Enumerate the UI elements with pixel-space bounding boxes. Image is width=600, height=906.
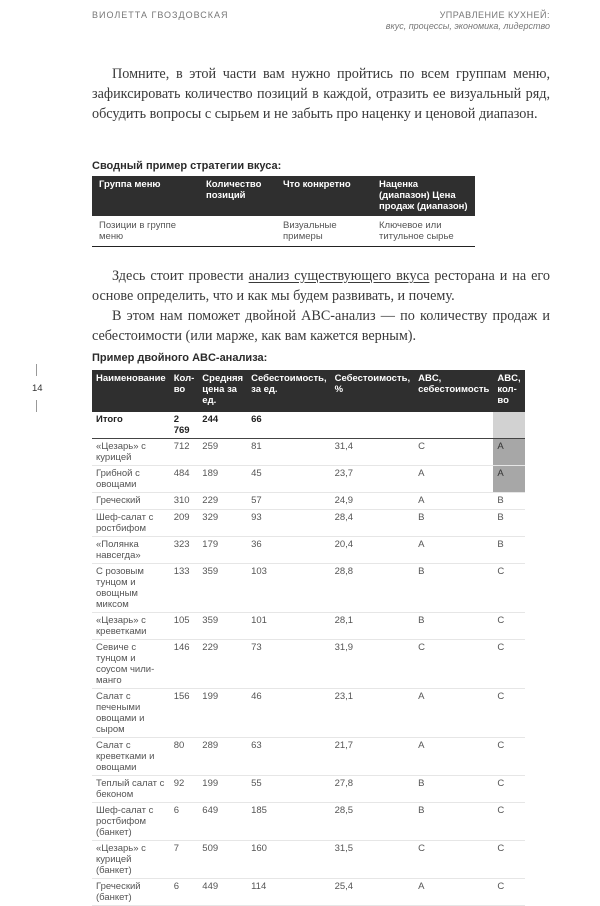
table-cell: 23,1 (331, 689, 415, 738)
table-cell: А (414, 466, 493, 493)
col-header: Наименование (92, 370, 170, 412)
table-cell: 36 (247, 537, 331, 564)
table-cell: 199 (198, 689, 247, 738)
table-cell: С (493, 613, 524, 640)
table-cell: 31,5 (331, 841, 415, 879)
table-row (92, 803, 525, 841)
table-cell: 21,7 (331, 738, 415, 776)
table-cell: 28,4 (331, 510, 415, 537)
table-cell: А (493, 439, 524, 466)
table-cell (331, 412, 415, 439)
col-header: Себестоимость, % (331, 370, 415, 412)
table-row (92, 510, 525, 537)
section-title-strategy: Сводный пример стратегии вкуса: (92, 160, 282, 172)
table-cell: 28,8 (331, 564, 415, 613)
table-row (92, 564, 525, 613)
table-cell: Греческий (92, 493, 170, 510)
table-cell: В (414, 564, 493, 613)
table-cell: В (414, 510, 493, 537)
table-cell: 80 (170, 738, 199, 776)
col-header: Кол-во (170, 370, 199, 412)
paragraph-intro (92, 64, 550, 124)
table-cell: С (493, 803, 524, 841)
table-cell: Итого (92, 412, 170, 439)
abc-table-header (92, 370, 525, 412)
table-cell: 92 (170, 776, 199, 803)
table-cell: 244 (198, 412, 247, 439)
table-cell: 146 (170, 640, 199, 689)
table-cell: 2 769 (170, 412, 199, 439)
table-cell: С розовым тунцом и овощным миксом (92, 564, 170, 613)
table-cell: Салат с креветками и овощами (92, 738, 170, 776)
table-cell: Позиции в группе меню (92, 216, 199, 247)
table-row (92, 879, 525, 906)
table-cell: 649 (198, 803, 247, 841)
table-cell: 45 (247, 466, 331, 493)
table-cell: 310 (170, 493, 199, 510)
book-title: УПРАВЛЕНИЕ КУХНЕЙ: (439, 10, 550, 20)
table-cell: 484 (170, 466, 199, 493)
col-header: Количество позиций (199, 176, 276, 216)
table-cell: 101 (247, 613, 331, 640)
col-header: Наценка (диапазон) Цена продаж (диапазон) (372, 176, 475, 216)
table-cell (414, 412, 493, 439)
table-cell: С (414, 640, 493, 689)
table-cell: 105 (170, 613, 199, 640)
table-cell: С (493, 879, 524, 906)
page-tick-bottom (36, 400, 37, 412)
table-cell: 359 (198, 613, 247, 640)
table-cell: С (493, 564, 524, 613)
table-row (92, 216, 475, 247)
table-cell: 57 (247, 493, 331, 510)
paragraph-intro-text: Помните, в этой части вам нужно пройтись по всем группам меню, зафиксировать количество позиций в каждой, отразить ее визуальный ряд, обсудить вопросы с сырьем и не забыть про наценку и ценовой диапазон. (92, 66, 550, 122)
table-cell: 509 (198, 841, 247, 879)
table-cell: 179 (198, 537, 247, 564)
table-cell: Шеф-салат с ростбифом (банкет) (92, 803, 170, 841)
paragraph-analysis-rest: ресторана и на его основе определить, что и как мы будем развивать, и почему. (92, 268, 550, 304)
table-cell: А (414, 879, 493, 906)
table-row (92, 537, 525, 564)
table-cell: В (493, 493, 524, 510)
table-cell: «Цезарь» с курицей (банкет) (92, 841, 170, 879)
table-cell: А (414, 738, 493, 776)
analysis-link[interactable]: анализ существующего вкуса (248, 268, 430, 284)
paragraph-abc (92, 306, 550, 346)
table-cell: 160 (247, 841, 331, 879)
table-cell: 229 (198, 493, 247, 510)
table-cell: 20,4 (331, 537, 415, 564)
table-cell: А (493, 466, 524, 493)
table-cell: С (493, 841, 524, 879)
table-cell: «Цезарь» с курицей (92, 439, 170, 466)
table-cell: А (414, 689, 493, 738)
table-cell: 103 (247, 564, 331, 613)
table-cell: 81 (247, 439, 331, 466)
table-cell: 449 (198, 879, 247, 906)
table-row (92, 841, 525, 879)
page-number: 14 (32, 383, 43, 394)
col-header: ABC, себестоимость (414, 370, 493, 412)
col-header: Себестоимость, за ед. (247, 370, 331, 412)
table-cell: В (414, 776, 493, 803)
section-title-abc: Пример двойного ABC-анализа: (92, 352, 268, 364)
table-cell: 229 (198, 640, 247, 689)
strategy-table-header (92, 176, 475, 216)
table-cell: А (414, 537, 493, 564)
table-cell: Салат с печеными овощами и сыром (92, 689, 170, 738)
table-row (92, 466, 525, 493)
paragraph-analysis-text: Здесь стоит провести (112, 268, 249, 284)
table-cell: 359 (198, 564, 247, 613)
table-cell: 28,1 (331, 613, 415, 640)
table-cell: 63 (247, 738, 331, 776)
table-cell: С (493, 640, 524, 689)
paragraph-analysis (92, 266, 550, 306)
table-cell: С (493, 689, 524, 738)
table-cell: С (493, 738, 524, 776)
table-cell: 66 (247, 412, 331, 439)
table-row (92, 640, 525, 689)
table-cell: 55 (247, 776, 331, 803)
running-header-author: ВИОЛЕТТА ГВОЗДОВСКАЯ (92, 10, 229, 20)
table-cell: В (493, 537, 524, 564)
table-cell: «Цезарь» с креветками (92, 613, 170, 640)
table-cell: С (414, 439, 493, 466)
table-cell: 6 (170, 879, 199, 906)
table-cell: Шеф-салат с ростбифом (92, 510, 170, 537)
table-cell: 24,9 (331, 493, 415, 510)
col-header: Средняя цена за ед. (198, 370, 247, 412)
table-cell: Ключевое или титульное сырье (372, 216, 475, 247)
book-subtitle: вкус, процессы, экономика, лидерство (385, 21, 550, 31)
table-cell: 46 (247, 689, 331, 738)
table-cell: 27,8 (331, 776, 415, 803)
table-cell: Грибной с овощами (92, 466, 170, 493)
table-cell: С (414, 841, 493, 879)
strategy-table (92, 176, 475, 247)
table-cell: Теплый салат с беконом (92, 776, 170, 803)
table-cell: 6 (170, 803, 199, 841)
table-cell: 289 (198, 738, 247, 776)
table-row (92, 613, 525, 640)
table-row (92, 776, 525, 803)
table-cell: 73 (247, 640, 331, 689)
table-cell: 31,4 (331, 439, 415, 466)
table-cell (199, 216, 276, 247)
table-cell: 114 (247, 879, 331, 906)
table-cell: 7 (170, 841, 199, 879)
paragraph-abc-text: В этом нам поможет двойной ABC-анализ — по количеству продаж и себестоимости (или марже, как вам кажется верным). (92, 308, 550, 344)
table-cell: Визуальные примеры (276, 216, 372, 247)
table-cell: В (414, 613, 493, 640)
table-cell: С (493, 776, 524, 803)
table-cell (493, 412, 524, 439)
table-cell: 259 (198, 439, 247, 466)
running-header-title (386, 10, 550, 32)
table-cell: А (414, 493, 493, 510)
total-row (92, 412, 525, 439)
table-cell: 23,7 (331, 466, 415, 493)
table-cell: 93 (247, 510, 331, 537)
table-cell: 712 (170, 439, 199, 466)
table-cell: 209 (170, 510, 199, 537)
table-cell: «Полянка навсегда» (92, 537, 170, 564)
col-header: Группа меню (92, 176, 199, 216)
table-cell: В (414, 803, 493, 841)
table-cell: 199 (198, 776, 247, 803)
col-header: Что конкретно (276, 176, 372, 216)
table-cell: 31,9 (331, 640, 415, 689)
table-cell: 329 (198, 510, 247, 537)
table-cell: Греческий (банкет) (92, 879, 170, 906)
table-cell: 323 (170, 537, 199, 564)
table-row (92, 493, 525, 510)
table-cell: 28,5 (331, 803, 415, 841)
table-cell: 185 (247, 803, 331, 841)
table-row (92, 439, 525, 466)
table-row (92, 689, 525, 738)
table-cell: 156 (170, 689, 199, 738)
table-cell: В (493, 510, 524, 537)
table-cell: 133 (170, 564, 199, 613)
table-cell: Севиче с тунцом и соусом чили-манго (92, 640, 170, 689)
abc-table (92, 370, 525, 906)
col-header: ABC, кол-во (493, 370, 524, 412)
page-tick-top (36, 364, 37, 376)
table-row (92, 738, 525, 776)
table-cell: 25,4 (331, 879, 415, 906)
table-cell: 189 (198, 466, 247, 493)
